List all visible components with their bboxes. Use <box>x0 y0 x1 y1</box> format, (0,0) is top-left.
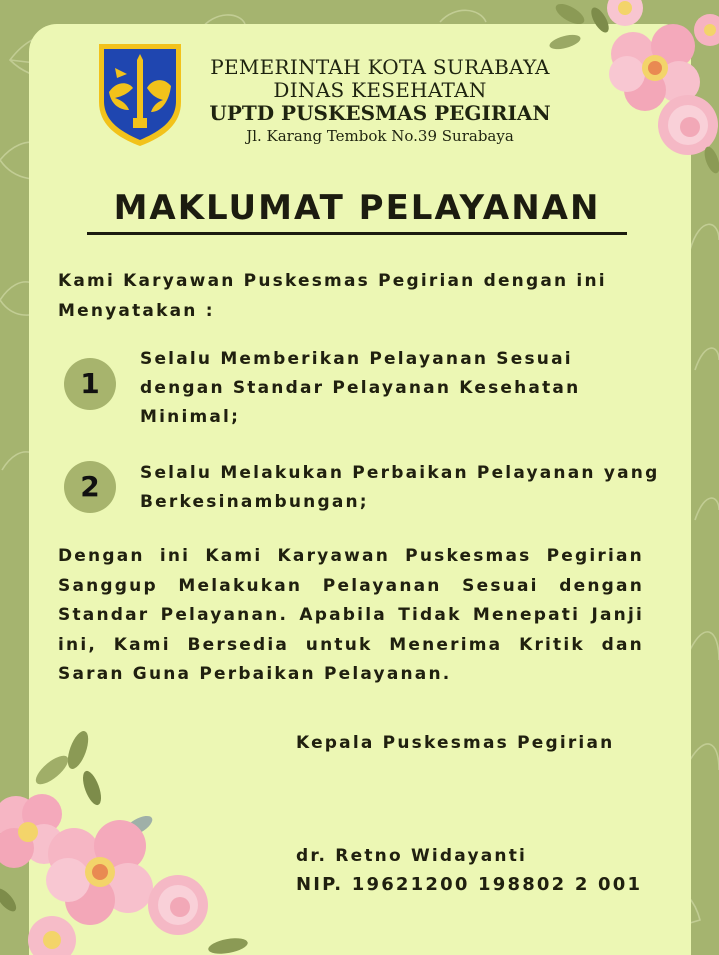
point-text: Selalu Melakukan Perbaikan Pelayanan yang Berkesinambungan; <box>140 463 660 512</box>
signature-role: Kepala Puskesmas Pegirian <box>296 733 615 753</box>
letterhead-institution: UPTD PUSKESMAS PEGIRIAN <box>209 101 551 125</box>
intro-text: Kami Karyawan Puskesmas Pegirian dengan ini Menyatakan : <box>58 271 607 321</box>
letterhead-department: DINAS KESEHATAN <box>273 78 487 102</box>
point-text: Selalu Memberikan Pelayanan Sesuai dengan Standar Pelayanan Kesehatan Minimal; <box>140 349 581 427</box>
letterhead <box>190 56 570 147</box>
surabaya-city-emblem <box>93 40 187 148</box>
title-underline <box>87 232 627 235</box>
signature-nip: NIP. 19621200 198802 2 001 <box>296 874 643 895</box>
letterhead-government: PEMERINTAH KOTA SURABAYA <box>210 55 550 79</box>
page-title: MAKLUMAT PELAYANAN <box>113 188 601 228</box>
letterhead-address: Jl. Karang Tembok No.39 Surabaya <box>246 127 514 145</box>
point-number-badge: 2 <box>64 461 116 513</box>
point-number-badge: 1 <box>64 358 116 410</box>
statement-paragraph: Dengan ini Kami Karyawan Puskesmas Pegirian Sanggup Melakukan Pelayanan Sesuai dengan Standar Pelayanan. Apabila Tidak Menepati Janji ini, Kami Bersedia untuk Menerima Kritik dan Saran Guna Perbaikan Pelayanan. <box>58 546 644 684</box>
signature-name: dr. Retno Widayanti <box>296 846 528 866</box>
